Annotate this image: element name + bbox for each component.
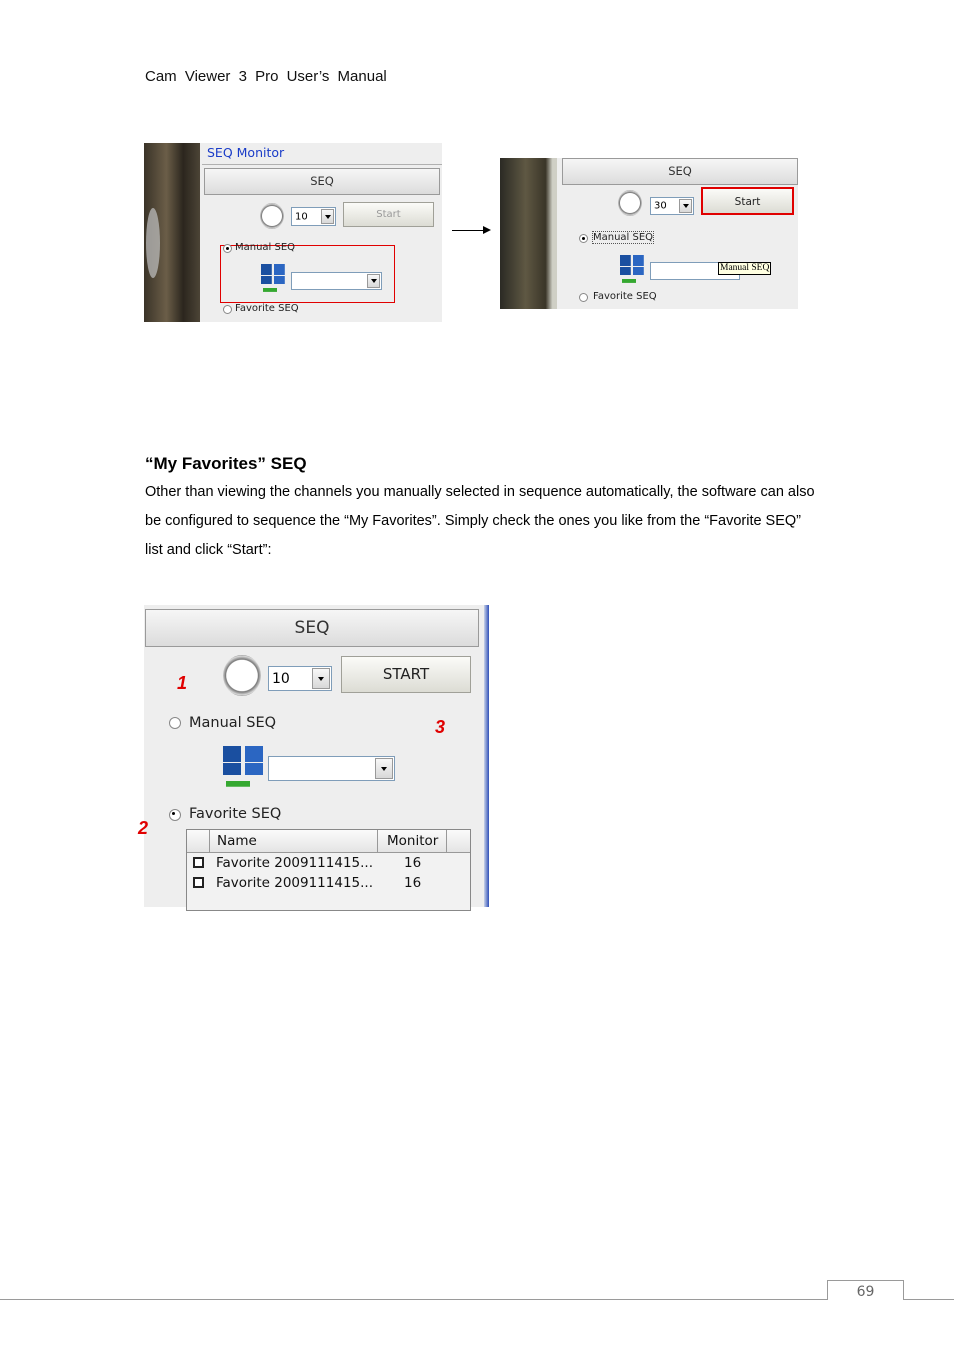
row-checkbox[interactable] — [193, 857, 204, 868]
interval-select[interactable]: 10 — [291, 207, 336, 226]
column-header-name[interactable]: Name — [217, 833, 257, 849]
figure-favorite-seq — [138, 605, 489, 907]
favorite-monitor: 16 — [404, 875, 422, 891]
favorite-seq-label: Favorite SEQ — [593, 291, 657, 302]
network-icon — [261, 264, 285, 292]
running-header: Cam Viewer 3 Pro User’s Manual — [145, 68, 387, 85]
table-row[interactable] — [187, 874, 470, 894]
seq-bar[interactable]: SEQ — [562, 158, 798, 185]
favorite-seq-label: Favorite SEQ — [189, 806, 282, 822]
alarm-clock-icon — [260, 203, 284, 229]
manual-seq-radio[interactable] — [579, 234, 588, 243]
start-button[interactable]: Start — [343, 202, 434, 227]
alarm-clock-icon — [618, 190, 642, 216]
start-button[interactable]: Start — [701, 187, 794, 215]
favorites-list[interactable] — [186, 829, 471, 911]
manual-seq-label: Manual SEQ — [593, 232, 654, 243]
camera-thumbnail — [144, 143, 200, 322]
favorite-monitor: 16 — [404, 855, 422, 871]
favorite-seq-radio[interactable] — [223, 305, 232, 314]
section-body: Other than viewing the channels you manually selected in sequence automatically, the software can also be configured to sequence the “My Favorites”. Simply check the ones you like from the “Favorite SEQ” list and click “Start”: — [145, 484, 815, 558]
section-heading: “My Favorites” SEQ — [145, 454, 307, 473]
interval-select[interactable]: 10 — [268, 666, 332, 691]
seq-bar[interactable]: SEQ — [204, 168, 440, 195]
arrow-right-icon — [452, 229, 492, 233]
figure-seq-monitor — [144, 143, 442, 322]
chevron-down-icon[interactable] — [312, 668, 330, 689]
manual-seq-select[interactable] — [291, 272, 382, 290]
manual-seq-label: Manual SEQ — [189, 715, 277, 731]
manual-seq-label: Manual SEQ — [235, 242, 296, 253]
chevron-down-icon[interactable] — [367, 274, 380, 288]
manual-seq-radio[interactable] — [223, 244, 232, 253]
favorite-seq-label: Favorite SEQ — [235, 303, 299, 314]
page-number: 69 — [856, 1284, 875, 1300]
seq-monitor-title: SEQ Monitor — [207, 145, 285, 160]
alarm-clock-icon — [223, 655, 261, 696]
footer-rule — [0, 1299, 954, 1300]
callout-2: 2 — [138, 818, 149, 838]
start-button[interactable]: START — [341, 656, 471, 693]
chevron-down-icon[interactable] — [375, 758, 393, 779]
network-icon — [620, 255, 644, 283]
column-header-monitor[interactable]: Monitor — [387, 833, 439, 849]
tooltip: Manual SEQ — [720, 263, 770, 273]
network-icon — [223, 746, 263, 787]
favorite-name: Favorite 2009111415... — [216, 875, 374, 891]
table-row[interactable] — [187, 854, 470, 874]
favorite-seq-radio[interactable] — [169, 809, 181, 821]
interval-select[interactable]: 30 — [650, 197, 694, 215]
manual-seq-select[interactable] — [268, 756, 395, 781]
figure-seq-started — [500, 158, 798, 309]
row-checkbox[interactable] — [193, 877, 204, 888]
callout-1: 1 — [177, 673, 188, 693]
page-number-box — [827, 1280, 904, 1300]
chevron-down-icon[interactable] — [321, 209, 334, 224]
manual-seq-radio[interactable] — [169, 717, 181, 729]
callout-3: 3 — [435, 717, 446, 737]
favorite-seq-radio[interactable] — [579, 293, 588, 302]
favorite-name: Favorite 2009111415... — [216, 855, 374, 871]
chevron-down-icon[interactable] — [679, 199, 692, 213]
camera-thumbnail — [500, 158, 557, 309]
seq-bar[interactable]: SEQ — [145, 609, 479, 647]
